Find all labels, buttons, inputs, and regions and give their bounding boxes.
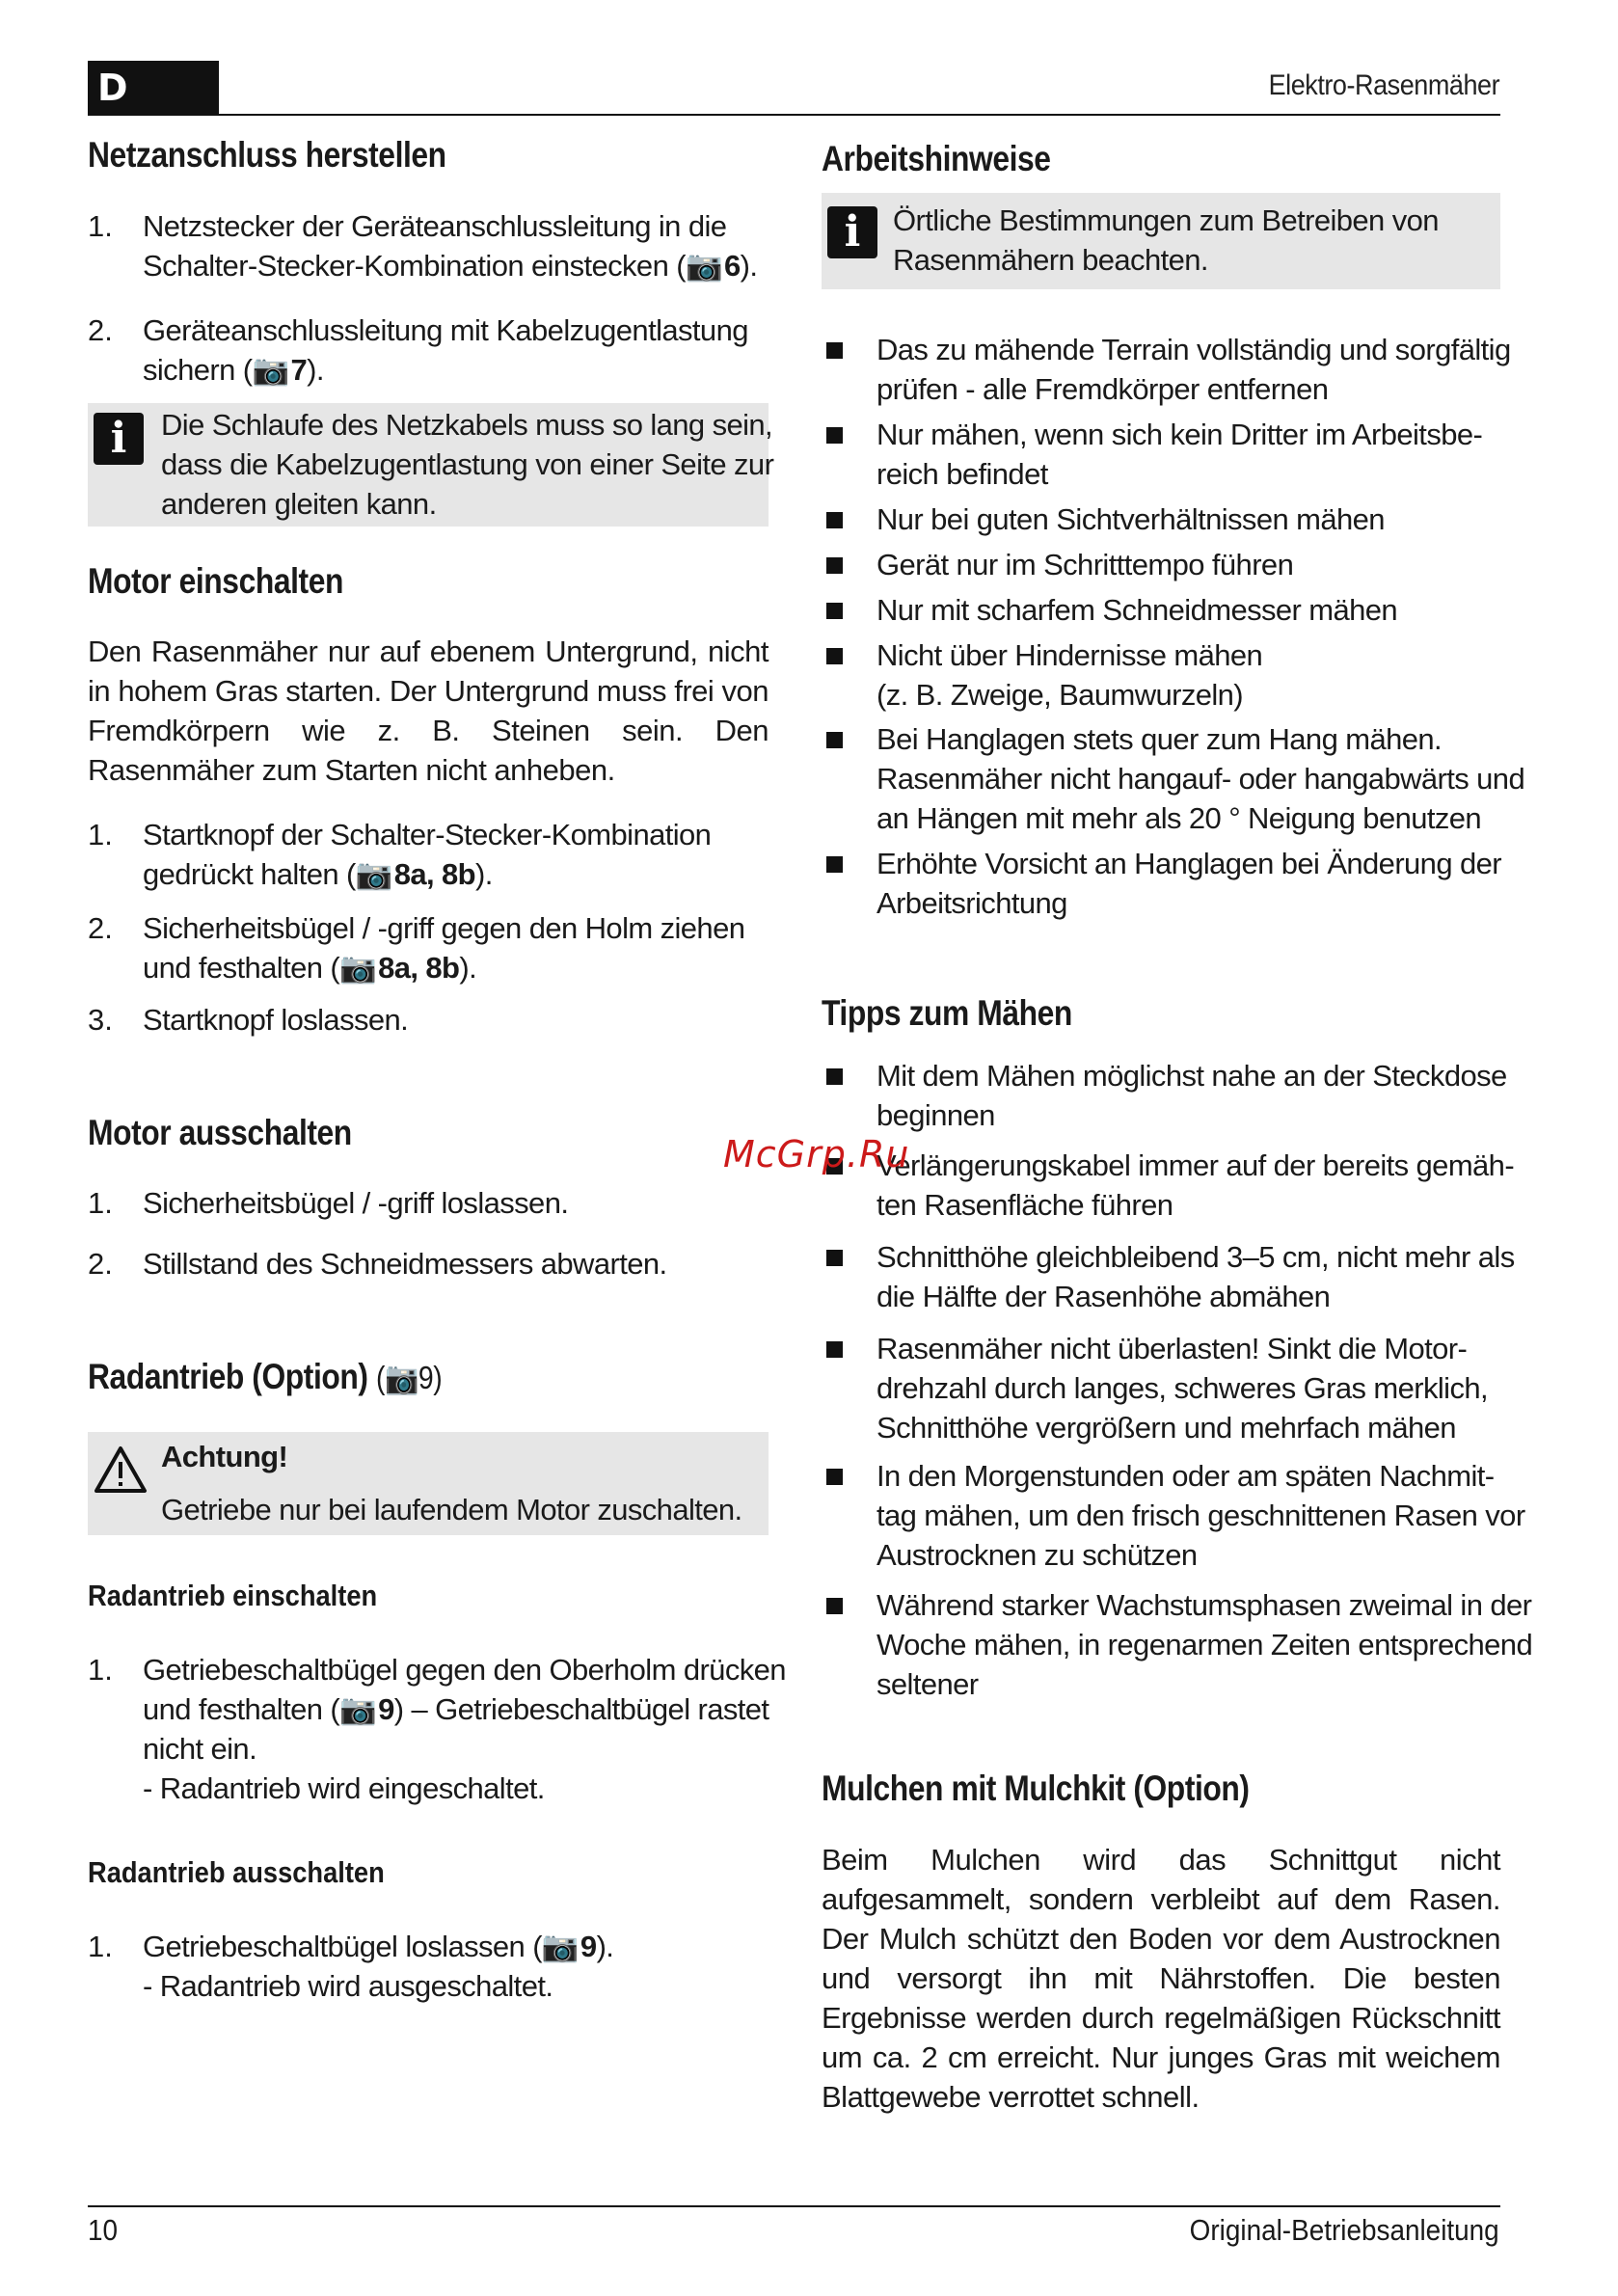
section-title-mulchen: Mulchen mit Mulchkit (Option)	[822, 1769, 1250, 1808]
info-icon: i	[94, 413, 144, 465]
subsection-title-radantrieb-einschalten: Radantrieb einschalten	[88, 1579, 378, 1612]
info-note: i Örtliche Bestimmungen zum Betreiben von Rasenmähern beachten.	[822, 193, 1500, 289]
subsection-title-radantrieb-ausschalten: Radantrieb ausschalten	[88, 1855, 385, 1889]
camera-icon: 📷	[252, 353, 291, 387]
section-title-arbeitshinweise: Arbeitshinweise	[822, 139, 1051, 178]
section-title-tipps: Tipps zum Mähen	[822, 993, 1072, 1033]
section-title-motor-einschalten: Motor einschalten	[88, 561, 343, 601]
camera-icon: 📷	[685, 249, 724, 283]
warning-note	[88, 1432, 769, 1535]
info-icon: i	[827, 206, 877, 258]
section-title-motor-ausschalten: Motor ausschalten	[88, 1113, 352, 1152]
camera-icon: 📷	[339, 1692, 379, 1726]
page-number: 10	[88, 2213, 119, 2247]
section-title-netzanschluss: Netzanschluss herstellen	[88, 135, 446, 175]
watermark: McGrp.Ru	[723, 1133, 910, 1175]
language-tab-letter: D	[97, 67, 128, 109]
camera-icon: 📷	[339, 951, 379, 985]
mulch-paragraph: Beim Mulchen wird das Schnittgut nicht aufgesammelt, sondern verbleibt auf dem Rasen. Der Mulch schützt den Boden vor dem Austrocknen und versorgt ihn mit Nährstoffen. Die besten Ergebnisse werden durch regelmäßigen Rückschnitt um ca. 2 cm erreicht. Nur junges Gras mit weichem Blattgewebe verrottet schnell.	[822, 1843, 1500, 2114]
footer-rule	[88, 2205, 1500, 2207]
info-note: i Die Schlaufe des Netzkabels muss so lang sein, dass die Kabelzugentlastung von einer Seite zur anderen gleiten kann.	[88, 403, 769, 527]
footer-title: Original-Betriebsanleitung	[1189, 2213, 1499, 2247]
motor-on-paragraph: Den Rasenmäher nur auf ebenem Untergrund, nicht in hohem Gras starten. Der Untergrund muss frei von Fremdkörpern wie z. B. Steinen sein. Den Rasenmäher zum Starten nicht anheben.	[88, 635, 769, 787]
section-title-radantrieb: Radantrieb (Option) (📷9)	[88, 1355, 442, 1400]
warning-triangle-icon	[94, 1445, 148, 1494]
header-rule	[88, 114, 1500, 116]
camera-icon: 📷	[355, 857, 394, 891]
header-title: Elektro-Rasenmäher	[1268, 69, 1499, 101]
camera-icon: 📷	[385, 1360, 418, 1395]
warning-text: Getriebe nur bei laufendem Motor zuschalten.	[161, 1493, 742, 1526]
warning-title: Achtung!	[161, 1440, 288, 1473]
camera-icon: 📷	[541, 1930, 580, 1963]
